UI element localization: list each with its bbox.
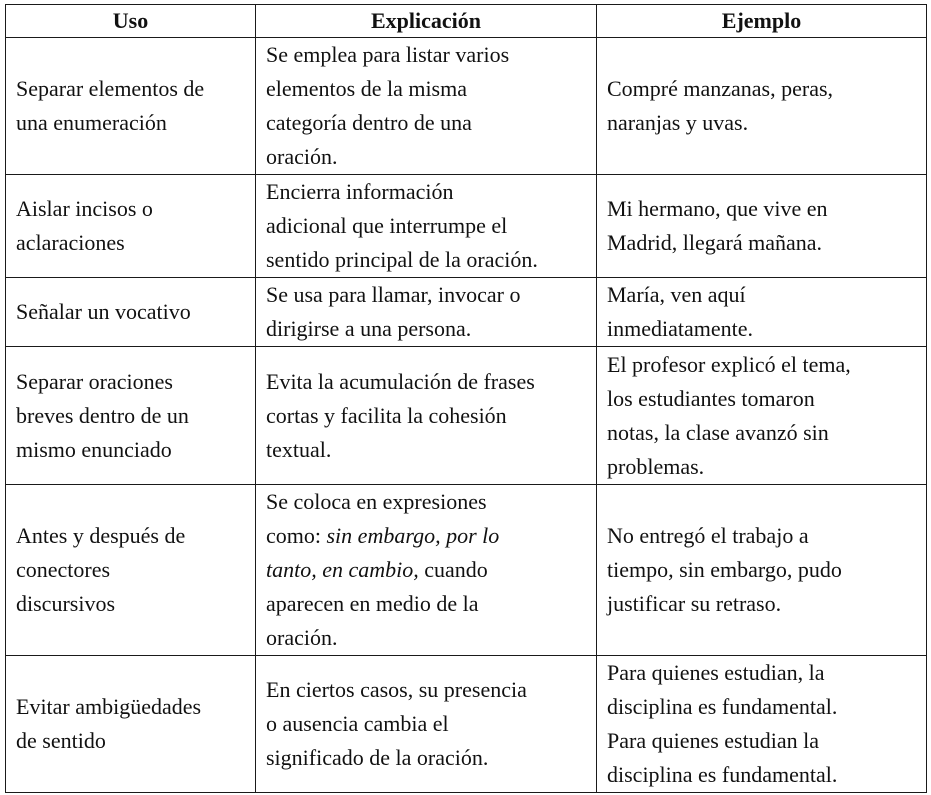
cell-line: oración.	[266, 625, 338, 650]
cell-line: mismo enunciado	[16, 436, 172, 462]
cell-uso	[6, 485, 256, 656]
table-row	[6, 175, 927, 278]
cell-text: cuando	[418, 557, 488, 582]
cell-explicacion	[256, 38, 597, 175]
header-uso: Uso	[6, 5, 256, 38]
cell-line	[266, 519, 586, 553]
connector-examples: sin embargo, por lo	[326, 523, 500, 548]
cell-ejemplo	[597, 656, 927, 793]
table-row	[6, 347, 927, 485]
cell-line: problemas.	[607, 453, 705, 479]
cell-uso	[6, 347, 256, 485]
cell-line: adicional que interrumpe el	[266, 213, 508, 238]
cell-line: naranjas y uvas.	[607, 110, 749, 135]
cell-line: elementos de la misma	[266, 76, 467, 101]
cell-line: los estudiantes tomaron	[607, 385, 815, 411]
cell-line: Encierra información	[266, 179, 454, 204]
cell-ejemplo	[597, 485, 927, 656]
cell-line: María, ven aquí	[607, 282, 746, 307]
cell-explicacion	[256, 278, 597, 347]
cell-line: breves dentro de un	[16, 402, 189, 428]
cell-uso	[6, 656, 256, 793]
cell-line: tiempo, sin embargo, pudo	[607, 557, 842, 582]
cell-line: justificar su retraso.	[607, 591, 782, 616]
cell-line: sentido principal de la oración.	[266, 247, 538, 272]
cell-line: oración.	[266, 144, 338, 169]
cell-uso	[6, 38, 256, 175]
cell-line: discursivos	[16, 591, 115, 616]
cell-line: conectores	[16, 557, 111, 582]
cell-explicacion	[256, 347, 597, 485]
cell-line: disciplina es fundamental.	[607, 762, 838, 787]
cell-line: El profesor explicó el tema,	[607, 351, 851, 377]
cell-uso	[6, 278, 256, 347]
cell-line: cortas y facilita la cohesión	[266, 402, 507, 428]
cell-line: Se usa para llamar, invocar o	[266, 282, 521, 307]
table-row	[6, 38, 927, 175]
cell-line: En ciertos casos, su presencia	[266, 677, 527, 702]
cell-ejemplo	[597, 175, 927, 278]
cell-line: disciplina es fundamental.	[607, 694, 838, 719]
cell-ejemplo	[597, 347, 927, 485]
cell-explicacion	[256, 485, 597, 656]
table-row	[6, 485, 927, 656]
cell-line: Madrid, llegará mañana.	[607, 230, 823, 255]
cell-explicacion	[256, 656, 597, 793]
cell-line: aclaraciones	[16, 230, 125, 255]
cell-line: Se emplea para listar varios	[266, 42, 510, 67]
cell-line: Para quienes estudian la	[607, 728, 819, 753]
comma-uses-table	[5, 4, 927, 793]
cell-line: textual.	[266, 436, 332, 462]
cell-line: Separar elementos de	[16, 76, 205, 101]
cell-line: Se coloca en expresiones	[266, 489, 487, 514]
cell-line: inmediatamente.	[607, 316, 753, 341]
header-explicacion: Explicación	[256, 5, 597, 38]
cell-line: de sentido	[16, 728, 106, 753]
cell-ejemplo	[597, 38, 927, 175]
cell-text: como:	[266, 523, 327, 548]
cell-line: o ausencia cambia el	[266, 711, 449, 736]
cell-ejemplo	[597, 278, 927, 347]
cell-uso	[6, 175, 256, 278]
cell-line: Aislar incisos o	[16, 196, 153, 221]
cell-line: notas, la clase avanzó sin	[607, 419, 829, 445]
cell-line: Separar oraciones	[16, 368, 173, 394]
table-row	[6, 278, 927, 347]
connector-examples: tanto, en cambio,	[266, 557, 419, 582]
cell-line	[266, 553, 586, 587]
cell-line: Antes y después de	[16, 523, 186, 548]
cell-line: Señalar un vocativo	[16, 299, 191, 324]
cell-line: Mi hermano, que vive en	[607, 196, 828, 221]
cell-line: Para quienes estudian, la	[607, 660, 825, 685]
cell-line: No entregó el trabajo a	[607, 523, 809, 548]
table-row	[6, 656, 927, 793]
cell-line: una enumeración	[16, 110, 167, 135]
header-ejemplo: Ejemplo	[597, 5, 927, 38]
cell-line: significado de la oración.	[266, 745, 489, 770]
cell-line: Compré manzanas, peras,	[607, 76, 834, 101]
cell-line: dirigirse a una persona.	[266, 316, 472, 341]
cell-line: aparecen en medio de la	[266, 591, 479, 616]
cell-explicacion	[256, 175, 597, 278]
cell-line: categoría dentro de una	[266, 110, 472, 135]
cell-line: Evitar ambigüedades	[16, 694, 202, 719]
cell-line: Evita la acumulación de frases	[266, 368, 535, 394]
header-row	[6, 5, 927, 38]
